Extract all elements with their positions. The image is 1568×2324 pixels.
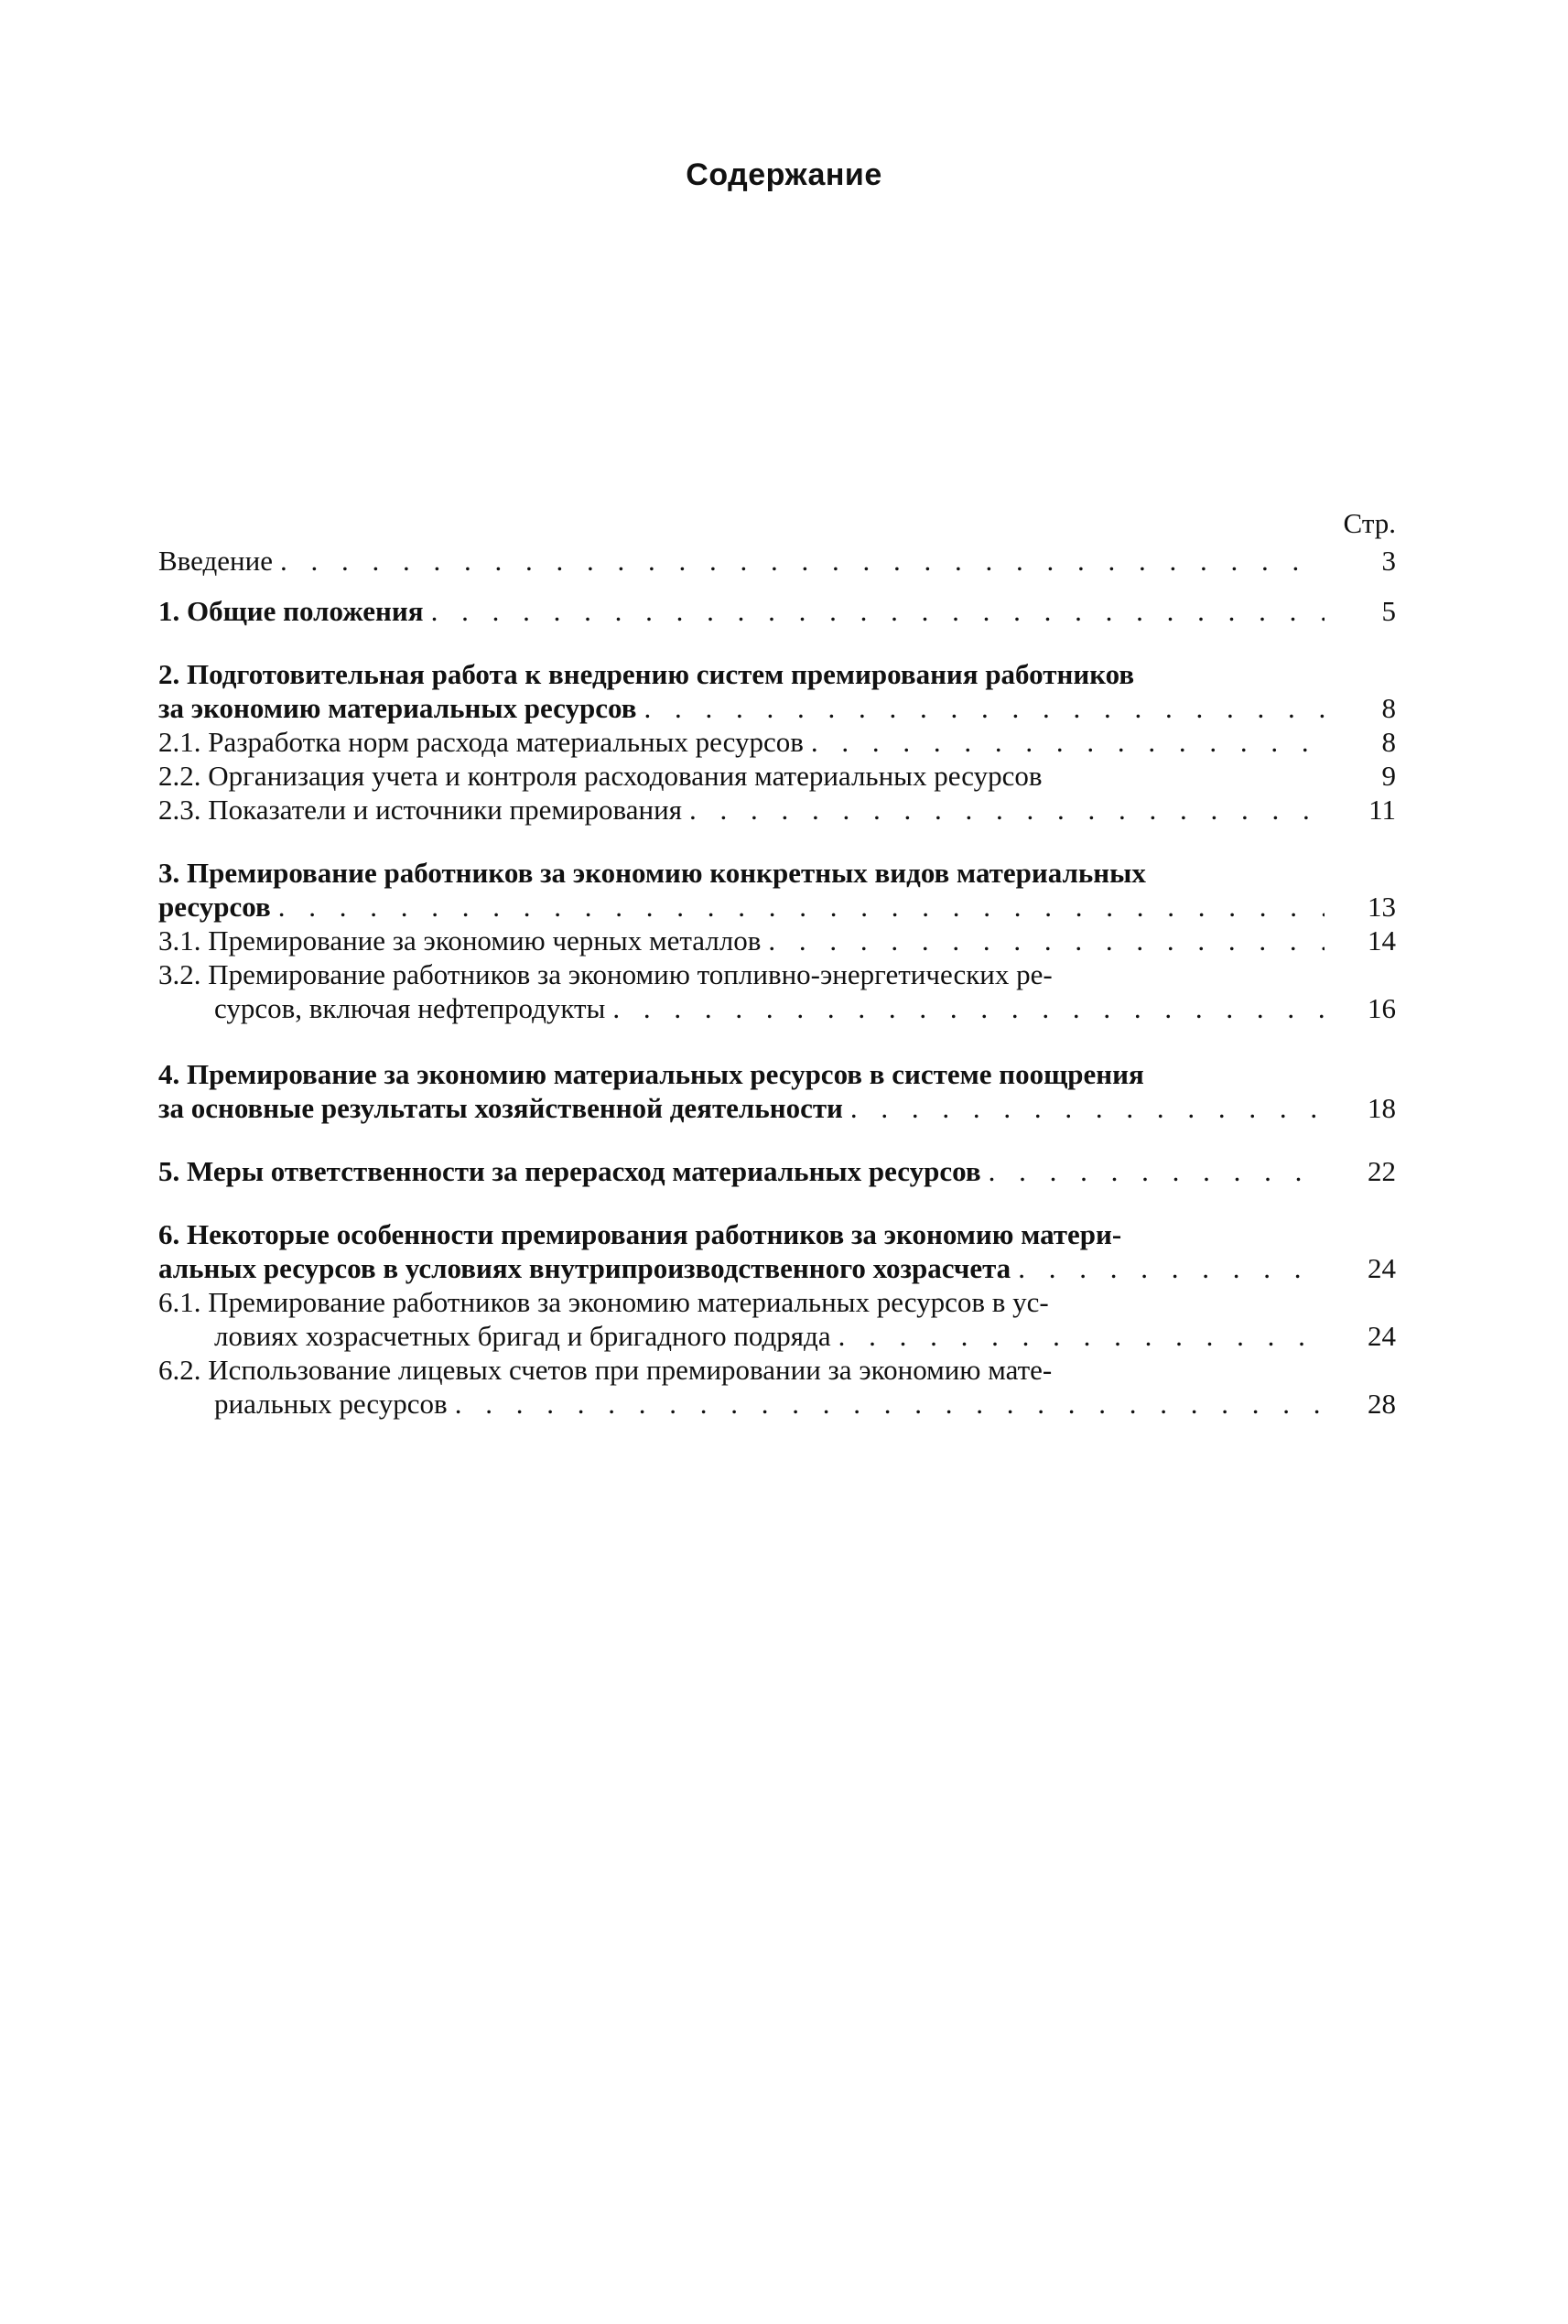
dot-leader — [455, 1387, 1325, 1421]
toc-entry-label: 3.2. Премирование работников за экономию топливно-энергетических ре- — [158, 958, 1053, 990]
toc-page-number: 8 — [1381, 726, 1396, 758]
toc-page-number: 14 — [1368, 924, 1396, 957]
dot-leader — [278, 890, 1325, 924]
dot-leader — [989, 1154, 1325, 1188]
toc-entry-section-3-2-line1[interactable] — [158, 957, 1396, 991]
toc-entry-label: 3.1. Премирование за экономию черных металлов — [158, 924, 762, 957]
toc-entry-section-2-3[interactable] — [158, 793, 1396, 827]
toc-page-number: 16 — [1368, 992, 1396, 1024]
toc-entry-section-3-line2[interactable] — [158, 890, 1396, 924]
toc-page-number: 22 — [1368, 1155, 1396, 1187]
toc-entry-label-continued: за основные результаты хозяйственной деятельности — [158, 1092, 843, 1124]
dot-leader — [612, 991, 1325, 1025]
dot-leader — [644, 691, 1325, 725]
dot-leader — [768, 924, 1325, 957]
toc-entry-section-6-1-line2[interactable] — [158, 1319, 1396, 1353]
toc-page-number: 13 — [1368, 891, 1396, 923]
toc-page-number: 24 — [1368, 1252, 1396, 1284]
dot-leader — [811, 725, 1325, 759]
toc-page-number: 5 — [1381, 595, 1396, 627]
toc-entry-label: Введение — [158, 545, 273, 577]
toc-entry-label-continued: сурсов, включая нефтепродукты — [214, 992, 606, 1024]
toc-entry-section-3-1[interactable] — [158, 924, 1396, 957]
toc-entry-label: 6. Некоторые особенности премирования работников за экономию матери- — [158, 1218, 1122, 1250]
toc-entry-label-continued: ресурсов — [158, 891, 271, 923]
toc-entry-section-2-line1[interactable] — [158, 657, 1396, 691]
toc-page-number: 3 — [1381, 545, 1396, 577]
toc-entry-section-6-2-line2[interactable] — [158, 1387, 1396, 1421]
toc-entry-section-3-line1[interactable] — [158, 856, 1396, 890]
toc-entry-section-4-line1[interactable] — [158, 1057, 1396, 1091]
toc-page-number: 18 — [1368, 1092, 1396, 1124]
toc-entry-label: 2. Подготовительная работа к внедрению систем премирования работников — [158, 658, 1135, 690]
toc-entry-section-2-2[interactable] — [158, 759, 1396, 793]
toc-entry-label: 6.1. Премирование работников за экономию материальных ресурсов в ус- — [158, 1286, 1049, 1318]
page-column-header: Стр. — [1343, 507, 1396, 539]
toc-entry-section-6-1-line1[interactable] — [158, 1285, 1396, 1319]
page-title: Содержание — [686, 157, 882, 192]
toc-entry-section-6-line2[interactable] — [158, 1251, 1396, 1285]
dot-leader — [838, 1319, 1325, 1353]
dot-leader — [280, 544, 1325, 578]
toc-entry-label-continued: за экономию материальных ресурсов — [158, 692, 637, 724]
toc-entry-label: 5. Меры ответственности за перерасход материальных ресурсов — [158, 1155, 981, 1187]
toc-entry-section-1[interactable] — [158, 594, 1396, 628]
dot-leader — [431, 594, 1325, 628]
toc-entry-section-4-line2[interactable] — [158, 1091, 1396, 1125]
toc-page-number: 9 — [1381, 760, 1396, 792]
dot-leader — [850, 1091, 1325, 1125]
toc-page-number: 24 — [1368, 1320, 1396, 1352]
toc-entry-label-continued: риальных ресурсов — [214, 1388, 448, 1420]
toc-entry-label: 6.2. Использование лицевых счетов при премировании за экономию мате- — [158, 1354, 1053, 1386]
toc-entry-section-6-line1[interactable] — [158, 1217, 1396, 1251]
toc-page-number: 8 — [1381, 692, 1396, 724]
toc-entry-label: 4. Премирование за экономию материальных ресурсов в системе поощрения — [158, 1058, 1144, 1090]
table-of-contents — [158, 506, 1396, 1421]
toc-entry-section-2-1[interactable] — [158, 725, 1396, 759]
toc-entry-label-continued: альных ресурсов в условиях внутрипроизводственного хозрасчета — [158, 1252, 1011, 1284]
toc-entry-label: 1. Общие положения — [158, 595, 424, 627]
toc-entry-section-2-line2[interactable] — [158, 691, 1396, 725]
toc-page-number: 28 — [1368, 1388, 1396, 1420]
toc-entry-section-6-2-line1[interactable] — [158, 1353, 1396, 1387]
toc-entry-label: 2.1. Разработка норм расхода материальных ресурсов — [158, 726, 804, 758]
dot-leader — [1018, 1251, 1325, 1285]
toc-entry-label: 2.3. Показатели и источники премирования — [158, 794, 682, 826]
dot-leader — [689, 793, 1325, 827]
toc-entry-label: 3. Премирование работников за экономию конкретных видов материальных — [158, 857, 1146, 889]
toc-entry-intro[interactable] — [158, 544, 1396, 578]
toc-page-number: 11 — [1368, 794, 1396, 826]
toc-entry-label-continued: ловиях хозрасчетных бригад и бригадного подряда — [214, 1320, 831, 1352]
toc-entry-section-3-2-line2[interactable] — [158, 991, 1396, 1028]
toc-entry-section-5[interactable] — [158, 1154, 1396, 1188]
toc-entry-label: 2.2. Организация учета и контроля расходования материальных ресурсов — [158, 760, 1043, 792]
